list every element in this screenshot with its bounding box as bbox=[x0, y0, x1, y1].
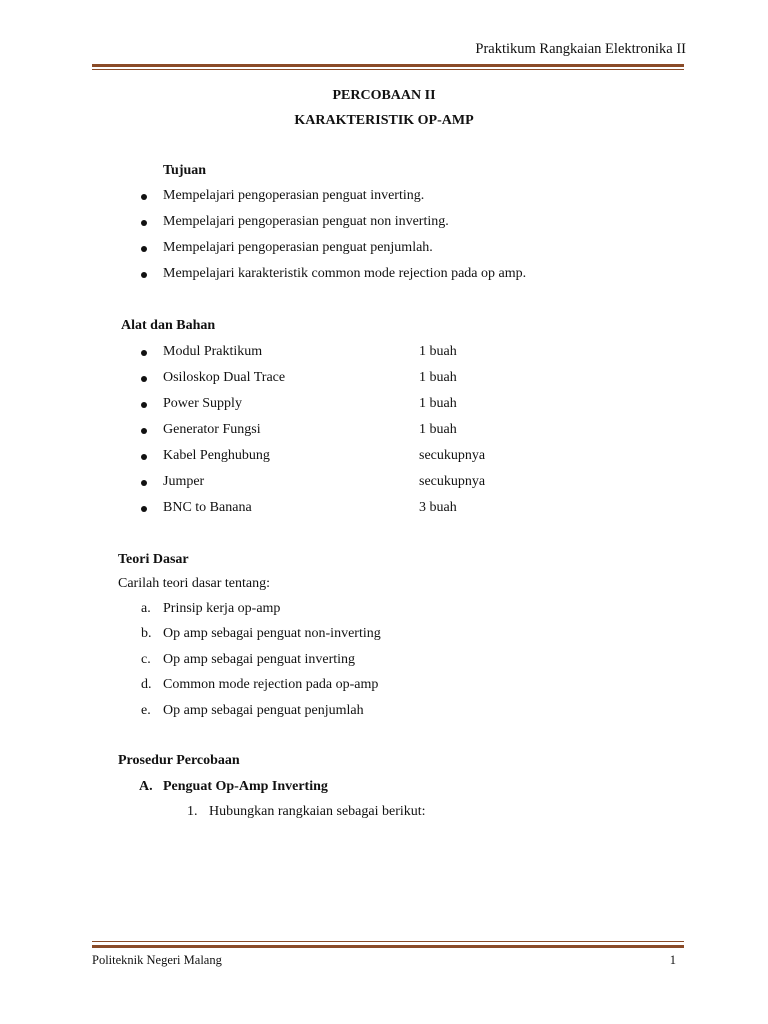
page-header-title: Praktikum Rangkaian Elektronika II bbox=[475, 41, 686, 57]
subsection-heading: Penguat Op-Amp Inverting bbox=[163, 779, 328, 794]
section-heading-prosedur: Prosedur Percobaan bbox=[118, 753, 240, 768]
equipment-qty: 1 buah bbox=[419, 422, 457, 437]
list-item: Common mode rejection pada op-amp bbox=[163, 677, 379, 692]
document-subtitle: KARAKTERISTIK OP-AMP bbox=[294, 113, 474, 128]
equipment-qty: 1 buah bbox=[419, 344, 457, 359]
list-marker: b. bbox=[141, 626, 152, 641]
footer-institution: Politeknik Negeri Malang bbox=[92, 953, 222, 967]
subsection-marker: A. bbox=[139, 779, 153, 794]
equipment-qty: 1 buah bbox=[419, 370, 457, 385]
section-heading-alat: Alat dan Bahan bbox=[121, 318, 216, 333]
list-item: Mempelajari pengoperasian penguat penjumlah. bbox=[163, 240, 433, 255]
equipment-name: BNC to Banana bbox=[163, 500, 252, 515]
bullet-icon bbox=[141, 220, 147, 226]
header-rule-thin bbox=[92, 69, 684, 70]
list-item: Mempelajari pengoperasian penguat non inverting. bbox=[163, 214, 449, 229]
bullet-icon bbox=[141, 350, 147, 356]
bullet-icon bbox=[141, 428, 147, 434]
bullet-icon bbox=[141, 272, 147, 278]
section-heading-tujuan: Tujuan bbox=[163, 163, 207, 178]
equipment-name: Jumper bbox=[163, 474, 205, 489]
section-intro: Carilah teori dasar tentang: bbox=[118, 576, 270, 591]
equipment-qty: secukupnya bbox=[419, 474, 486, 489]
equipment-name: Generator Fungsi bbox=[163, 422, 261, 437]
bullet-icon bbox=[141, 480, 147, 486]
list-marker: d. bbox=[141, 677, 152, 692]
document-title: PERCOBAAN II bbox=[332, 88, 436, 103]
footer-page-number: 1 bbox=[669, 953, 676, 967]
equipment-name: Osiloskop Dual Trace bbox=[163, 370, 286, 385]
list-item: Op amp sebagai penguat non-inverting bbox=[163, 626, 381, 641]
list-marker: c. bbox=[141, 652, 151, 667]
list-item: Op amp sebagai penguat penjumlah bbox=[163, 703, 364, 718]
equipment-qty: secukupnya bbox=[419, 448, 486, 463]
bullet-icon bbox=[141, 376, 147, 382]
bullet-icon bbox=[141, 194, 147, 200]
list-item: Mempelajari pengoperasian penguat inverting. bbox=[163, 188, 425, 203]
equipment-qty: 1 buah bbox=[419, 396, 457, 411]
section-heading-teori: Teori Dasar bbox=[118, 552, 189, 567]
footer-rule-thick bbox=[92, 945, 684, 948]
list-marker: e. bbox=[141, 703, 151, 718]
list-item: Op amp sebagai penguat inverting bbox=[163, 652, 356, 667]
equipment-name: Power Supply bbox=[163, 396, 242, 411]
list-marker: a. bbox=[141, 601, 151, 616]
header-rule-thick bbox=[92, 64, 684, 67]
equipment-name: Kabel Penghubung bbox=[163, 448, 270, 463]
bullet-icon bbox=[141, 506, 147, 512]
bullet-icon bbox=[141, 454, 147, 460]
bullet-icon bbox=[141, 402, 147, 408]
equipment-qty: 3 buah bbox=[419, 500, 457, 515]
list-item: Prinsip kerja op-amp bbox=[163, 601, 281, 616]
list-item: Mempelajari karakteristik common mode rejection pada op amp. bbox=[163, 266, 527, 281]
footer-rule-thin bbox=[92, 941, 684, 942]
step-marker: 1. bbox=[187, 804, 198, 819]
step-text: Hubungkan rangkaian sebagai berikut: bbox=[209, 804, 426, 819]
equipment-name: Modul Praktikum bbox=[163, 344, 263, 359]
bullet-icon bbox=[141, 246, 147, 252]
